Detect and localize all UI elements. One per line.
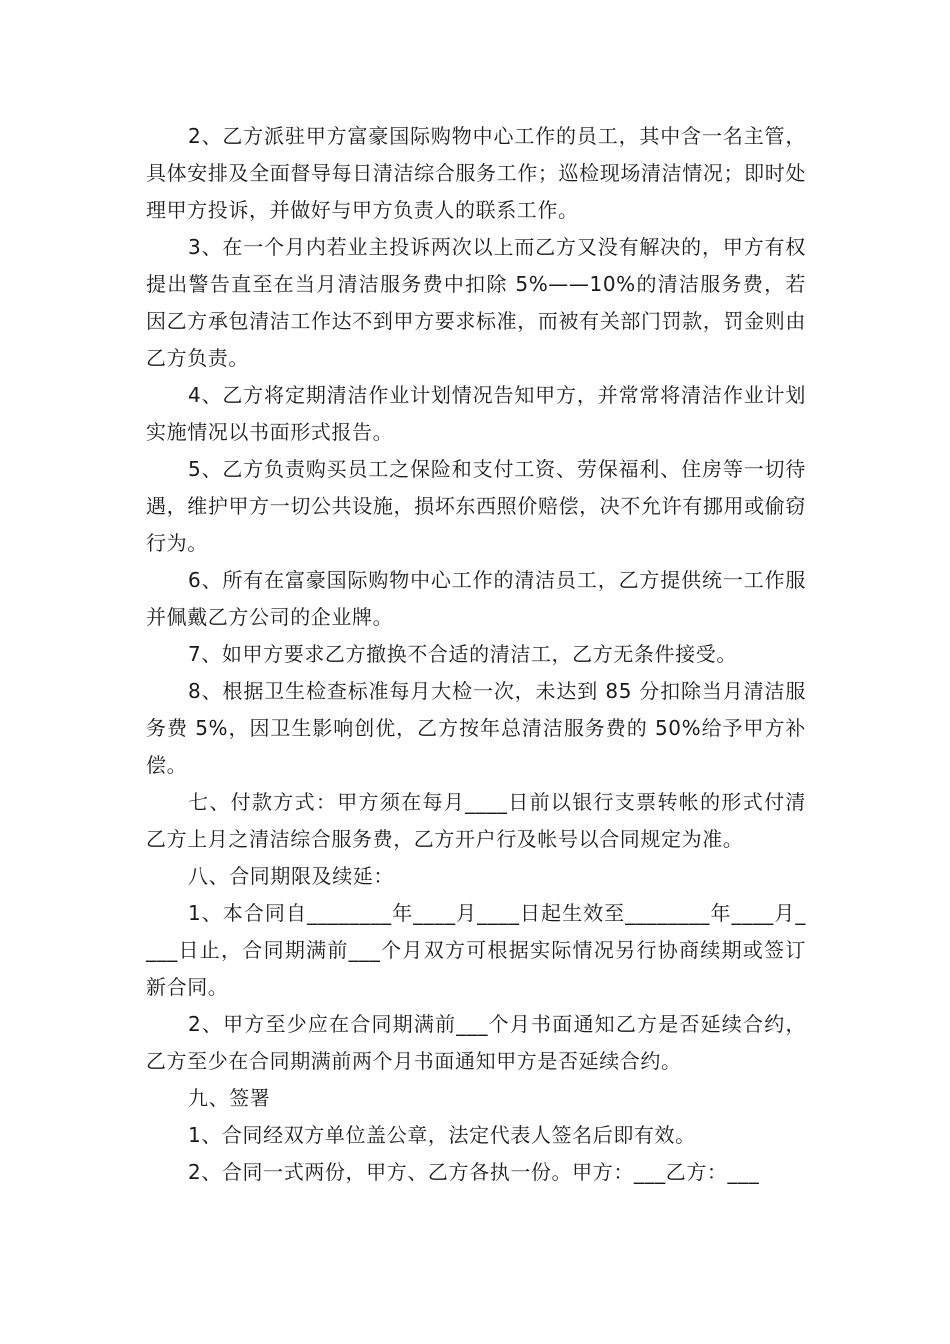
section-heading-9-signing: 九、签署 [188,1086,271,1110]
paragraph-clause-6-8: 8、根据卫生检查标准每月大检一次，未达到 85 分扣除当月清洁服务费 5%，因卫生影响创优，乙方按年总清洁服务费的 50%给予甲方补偿。 [146,679,806,777]
paragraph-clause-8-1: 1、本合同自________年____月____日起生效至________年____月____日止，合同期满前___个月双方可根据实际情况另行协商续期或签订新合同。 [146,901,806,999]
paragraph-clause-6-3: 3、在一个月内若业主投诉两次以上而乙方又没有解决的，甲方有权提出警告直至在当月清洁服务费中扣除 5%——10%的清洁服务费，若因乙方承包清洁工作达不到甲方要求标准，而被有关部门罚款，罚金则由乙方负责。 [146,235,806,370]
paragraph-section-7-payment: 七、付款方式：甲方须在每月____日前以银行支票转帐的形式付清乙方上月之清洁综合服务费，乙方开户行及帐号以合同规定为准。 [146,790,806,851]
document-body [146,118,806,1191]
paragraph-clause-6-2: 2、乙方派驻甲方富豪国际购物中心工作的员工，其中含一名主管，具体安排及全面督导每日清洁综合服务工作；巡检现场清洁情况；即时处理甲方投诉，并做好与甲方负责人的联系工作。 [146,124,806,222]
paragraph-clause-8-2: 2、甲方至少应在合同期满前___个月书面通知乙方是否延续合约，乙方至少在合同期满前两个月书面通知甲方是否延续合约。 [146,1012,806,1073]
paragraph-clause-6-4: 4、乙方将定期清洁作业计划情况告知甲方，并常常将清洁作业计划实施情况以书面形式报告。 [146,383,806,444]
paragraph-clause-9-2: 2、合同一式两份，甲方、乙方各执一份。甲方：___乙方：___ [188,1160,760,1184]
paragraph-clause-6-6: 6、所有在富豪国际购物中心工作的清洁员工，乙方提供统一工作服并佩戴乙方公司的企业牌。 [146,568,806,629]
paragraph-clause-9-1: 1、合同经双方单位盖公章，法定代表人签名后即有效。 [188,1123,696,1147]
paragraph-clause-6-5: 5、乙方负责购买员工之保险和支付工资、劳保福利、住房等一切待遇，维护甲方一切公共设施，损坏东西照价赔偿，决不允许有挪用或偷窃行为。 [146,457,806,555]
section-heading-8-term: 八、合同期限及续延： [188,864,394,888]
paragraph-clause-6-7: 7、如甲方要求乙方撤换不合适的清洁工，乙方无条件接受。 [188,642,737,666]
